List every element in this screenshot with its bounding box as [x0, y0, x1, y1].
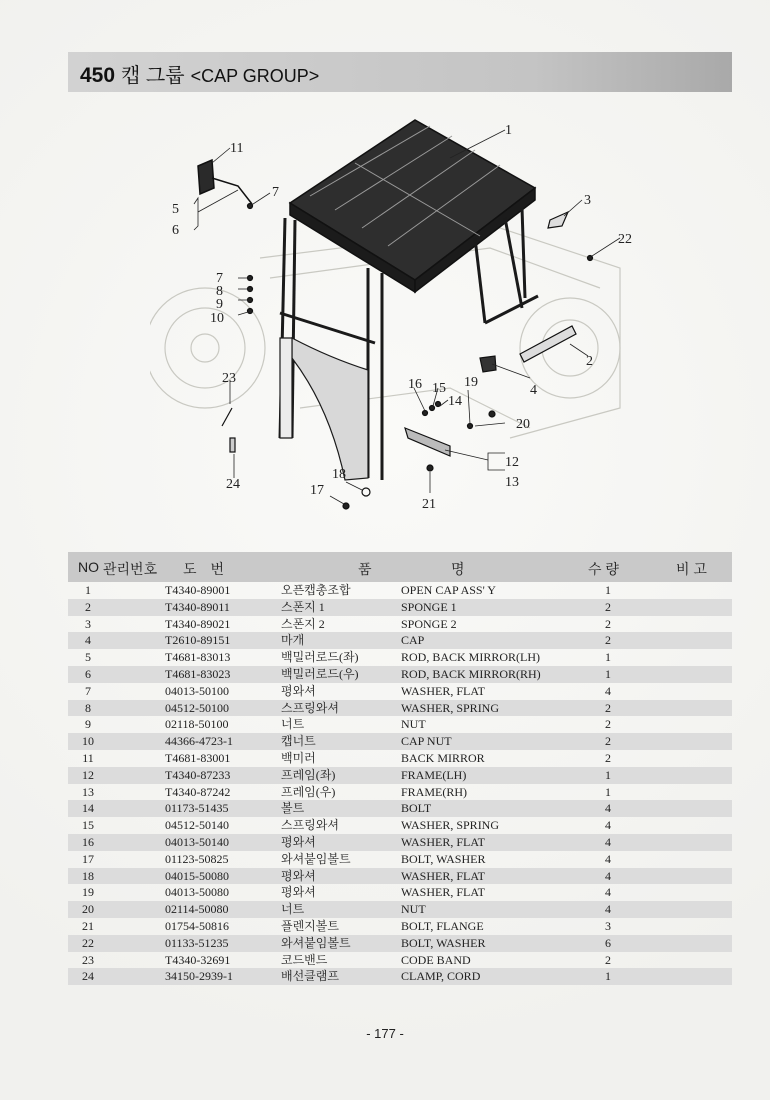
cell-name-korean: 스폰지 2 — [281, 616, 325, 631]
callout-10: 10 — [210, 311, 224, 326]
cell-quantity: 4 — [605, 683, 611, 698]
cell-part-number: T4681-83001 — [165, 750, 231, 765]
table-row — [68, 901, 732, 918]
callout-3: 3 — [584, 193, 591, 208]
callout-18: 18 — [332, 467, 346, 482]
cell-no: 20 — [82, 902, 94, 917]
cell-part-number: 04013-50100 — [165, 683, 229, 698]
cell-no: 11 — [82, 750, 94, 765]
cell-part-number: T4340-89021 — [165, 616, 231, 631]
cell-part-number: 01123-50825 — [165, 851, 229, 866]
cell-quantity: 1 — [605, 969, 611, 984]
cell-name-english: SPONGE 1 — [401, 599, 457, 614]
callout-12: 12 — [505, 455, 519, 470]
table-row — [68, 616, 732, 633]
page-number: - 177 - — [366, 1026, 404, 1041]
callout-22: 22 — [618, 232, 632, 247]
cell-no: 24 — [82, 969, 94, 984]
cell-part-number: T4340-87233 — [165, 767, 231, 782]
cell-no: 2 — [85, 599, 91, 614]
callout-11: 11 — [230, 141, 244, 156]
cell-part-number: T4681-83013 — [165, 650, 231, 665]
cell-name-korean: 평와셔 — [281, 834, 316, 849]
cell-name-korean: 백밀러로드(우) — [281, 666, 359, 681]
table-row — [68, 935, 732, 952]
cell-part-number: T4340-89001 — [165, 583, 231, 597]
cell-name-english: WASHER, FLAT — [401, 885, 486, 900]
cell-name-english: WASHER, FLAT — [401, 683, 486, 698]
cell-name-english: NUT — [401, 717, 426, 732]
callout-6: 6 — [172, 223, 179, 238]
callout-17: 17 — [310, 483, 324, 498]
cell-quantity: 4 — [605, 902, 611, 917]
cell-name-korean: 와셔붙임볼트 — [281, 851, 351, 866]
cell-part-number: 04013-50140 — [165, 834, 229, 849]
cell-name-korean: 평와셔 — [281, 683, 316, 698]
cell-name-english: BOLT, WASHER — [401, 851, 486, 866]
cell-no: 4 — [85, 633, 91, 648]
callout-8: 8 — [216, 284, 223, 299]
cell-no: 10 — [82, 734, 94, 749]
cell-quantity: 4 — [605, 851, 611, 866]
cell-name-korean: 캡너트 — [281, 734, 316, 749]
cell-quantity: 2 — [605, 717, 611, 732]
cell-no: 1 — [85, 583, 91, 597]
callout-23: 23 — [222, 371, 236, 386]
callout-14: 14 — [448, 394, 462, 409]
cell-quantity: 2 — [605, 734, 611, 749]
cell-quantity: 4 — [605, 834, 611, 849]
table-row — [68, 800, 732, 817]
table-row — [68, 868, 732, 885]
cell-part-number: 01754-50816 — [165, 918, 229, 933]
table-row — [68, 666, 732, 683]
cell-name-korean: 와셔붙임볼트 — [281, 935, 351, 950]
callout-15: 15 — [432, 381, 446, 396]
cell-no: 15 — [82, 818, 94, 833]
cell-name-english: NUT — [401, 902, 426, 917]
table-row — [68, 817, 732, 834]
table-row — [68, 582, 732, 599]
cell-name-korean: 백미러 — [281, 750, 316, 765]
cell-name-english: BOLT — [401, 801, 432, 816]
cell-quantity: 3 — [605, 918, 611, 933]
table-header — [68, 552, 732, 582]
cell-quantity: 2 — [605, 750, 611, 765]
cell-name-korean: 평와셔 — [281, 868, 316, 883]
table-body — [68, 582, 732, 985]
cell-no: 21 — [82, 918, 94, 933]
cell-name-korean: 코드밴드 — [281, 952, 328, 967]
cell-name-english: CLAMP, CORD — [401, 969, 481, 984]
cell-name-korean: 스프링와셔 — [281, 700, 339, 715]
cell-quantity: 1 — [605, 767, 611, 782]
table-row — [68, 700, 732, 717]
parts-table — [68, 552, 732, 985]
table-row — [68, 733, 732, 750]
callout-7b: 7 — [216, 271, 223, 286]
cell-no: 14 — [82, 801, 94, 816]
cell-no: 19 — [82, 885, 94, 900]
cell-name-english: WASHER, FLAT — [401, 868, 486, 883]
cell-no: 5 — [85, 650, 91, 665]
table-row — [68, 683, 732, 700]
cell-quantity: 1 — [605, 583, 611, 597]
cell-quantity: 1 — [605, 784, 611, 799]
cell-no: 17 — [82, 851, 94, 866]
table-row — [68, 750, 732, 767]
cell-quantity: 4 — [605, 818, 611, 833]
cell-name-korean: 평와셔 — [281, 885, 316, 900]
cell-part-number: 02114-50080 — [165, 902, 229, 917]
cell-part-number: 02118-50100 — [165, 717, 229, 732]
callout-9: 9 — [216, 297, 223, 312]
cell-name-korean: 마개 — [281, 633, 305, 648]
cell-name-english: WASHER, FLAT — [401, 834, 486, 849]
cell-name-english: BOLT, FLANGE — [401, 918, 484, 933]
header-name-right: 명 — [451, 561, 465, 577]
cell-quantity: 4 — [605, 868, 611, 883]
cell-part-number: 01133-51235 — [165, 935, 229, 950]
table-row — [68, 649, 732, 666]
cell-part-number: 04512-50140 — [165, 818, 229, 833]
cell-no: 8 — [85, 700, 91, 715]
cell-name-korean: 너트 — [281, 717, 305, 732]
table-row — [68, 632, 732, 649]
cell-name-korean: 백밀러로드(좌) — [281, 650, 359, 665]
header-qty: 수 량 — [588, 561, 619, 577]
table-row — [68, 952, 732, 969]
cell-quantity: 4 — [605, 801, 611, 816]
cell-name-korean: 스프링와셔 — [281, 818, 339, 833]
cell-part-number: T4681-83023 — [165, 666, 231, 681]
header-mgmt-no: 관리번호 — [103, 561, 158, 577]
callout-13: 13 — [505, 475, 519, 490]
cell-no: 18 — [82, 868, 94, 883]
cell-name-korean: 프레임(우) — [281, 784, 336, 799]
cell-name-korean: 프레임(좌) — [281, 767, 336, 782]
cell-name-english: FRAME(RH) — [401, 784, 468, 799]
cell-name-english: CAP — [401, 633, 425, 648]
cell-name-english: BACK MIRROR — [401, 750, 485, 765]
cell-quantity: 4 — [605, 885, 611, 900]
table-row — [68, 716, 732, 733]
cell-name-korean: 플렌지볼트 — [281, 918, 339, 933]
cell-name-korean: 스폰지 1 — [281, 599, 325, 614]
header-drawing-no: 도 번 — [183, 561, 225, 577]
callout-21: 21 — [422, 497, 436, 512]
cell-name-korean: 배선클램프 — [281, 969, 339, 984]
header-name-left: 품 — [358, 561, 372, 577]
cell-name-english: CAP NUT — [401, 734, 452, 749]
cell-name-english: WASHER, SPRING — [401, 700, 500, 715]
cell-name-english: CODE BAND — [401, 952, 471, 967]
cell-part-number: T4340-89011 — [165, 599, 230, 614]
table-row — [68, 784, 732, 801]
cell-no: 23 — [82, 952, 94, 967]
callout-2: 2 — [586, 354, 593, 369]
table-row — [68, 599, 732, 616]
callout-4: 4 — [530, 383, 537, 398]
cell-no: 9 — [85, 717, 91, 732]
cell-quantity: 2 — [605, 616, 611, 631]
cell-part-number: T2610-89151 — [165, 633, 231, 648]
cell-no: 13 — [82, 784, 94, 799]
section-title-english: <CAP GROUP> — [190, 66, 320, 86]
cell-quantity: 2 — [605, 952, 611, 967]
callout-24: 24 — [226, 477, 240, 492]
table-row — [68, 968, 732, 985]
cell-part-number: 04512-50100 — [165, 700, 229, 715]
cell-name-english: BOLT, WASHER — [401, 935, 486, 950]
cell-quantity: 2 — [605, 700, 611, 715]
cell-no: 22 — [82, 935, 94, 950]
callout-20: 20 — [516, 417, 530, 432]
cell-no: 12 — [82, 767, 94, 782]
header-no: NO — [78, 559, 99, 575]
callout-16: 16 — [408, 377, 422, 392]
cell-name-english: FRAME(LH) — [401, 767, 467, 782]
cell-no: 16 — [82, 834, 94, 849]
cell-name-english: SPONGE 2 — [401, 616, 457, 631]
cell-part-number: 44366-4723-1 — [165, 734, 233, 749]
cell-name-korean: 오픈캡총조합 — [281, 583, 351, 597]
section-title-bar — [68, 52, 732, 92]
table-row — [68, 834, 732, 851]
callout-7a: 7 — [272, 185, 279, 200]
callout-1: 1 — [505, 123, 512, 138]
header-note: 비 고 — [676, 561, 707, 577]
callout-5: 5 — [172, 202, 179, 217]
cell-name-english: WASHER, SPRING — [401, 818, 500, 833]
cell-quantity: 2 — [605, 599, 611, 614]
cell-name-korean: 볼트 — [281, 801, 305, 816]
cell-quantity: 1 — [605, 650, 611, 665]
table-row — [68, 767, 732, 784]
cab-roof — [290, 120, 535, 292]
cell-name-korean: 너트 — [281, 902, 305, 917]
cell-part-number: T4340-32691 — [165, 952, 231, 967]
table-row — [68, 918, 732, 935]
table-row — [68, 884, 732, 901]
cell-no: 6 — [85, 666, 91, 681]
cell-name-english: OPEN CAP ASS' Y — [401, 583, 496, 597]
cell-part-number: 34150-2939-1 — [165, 969, 233, 984]
callout-19: 19 — [464, 375, 478, 390]
cell-quantity: 6 — [605, 935, 611, 950]
table-row — [68, 851, 732, 868]
cell-part-number: 04015-50080 — [165, 868, 229, 883]
section-title — [80, 59, 319, 88]
cell-part-number: T4340-87242 — [165, 784, 231, 799]
cell-quantity: 1 — [605, 666, 611, 681]
section-title-korean: 캡 그룹 — [121, 65, 185, 87]
cell-quantity: 2 — [605, 633, 611, 648]
exploded-parts-diagram — [150, 108, 650, 528]
cell-no: 7 — [85, 683, 91, 698]
section-number: 450 — [80, 64, 116, 87]
cell-part-number: 01173-51435 — [165, 801, 229, 816]
cell-name-english: ROD, BACK MIRROR(LH) — [401, 650, 541, 665]
cell-name-english: ROD, BACK MIRROR(RH) — [401, 666, 541, 681]
cell-part-number: 04013-50080 — [165, 885, 229, 900]
cell-no: 3 — [85, 616, 91, 631]
